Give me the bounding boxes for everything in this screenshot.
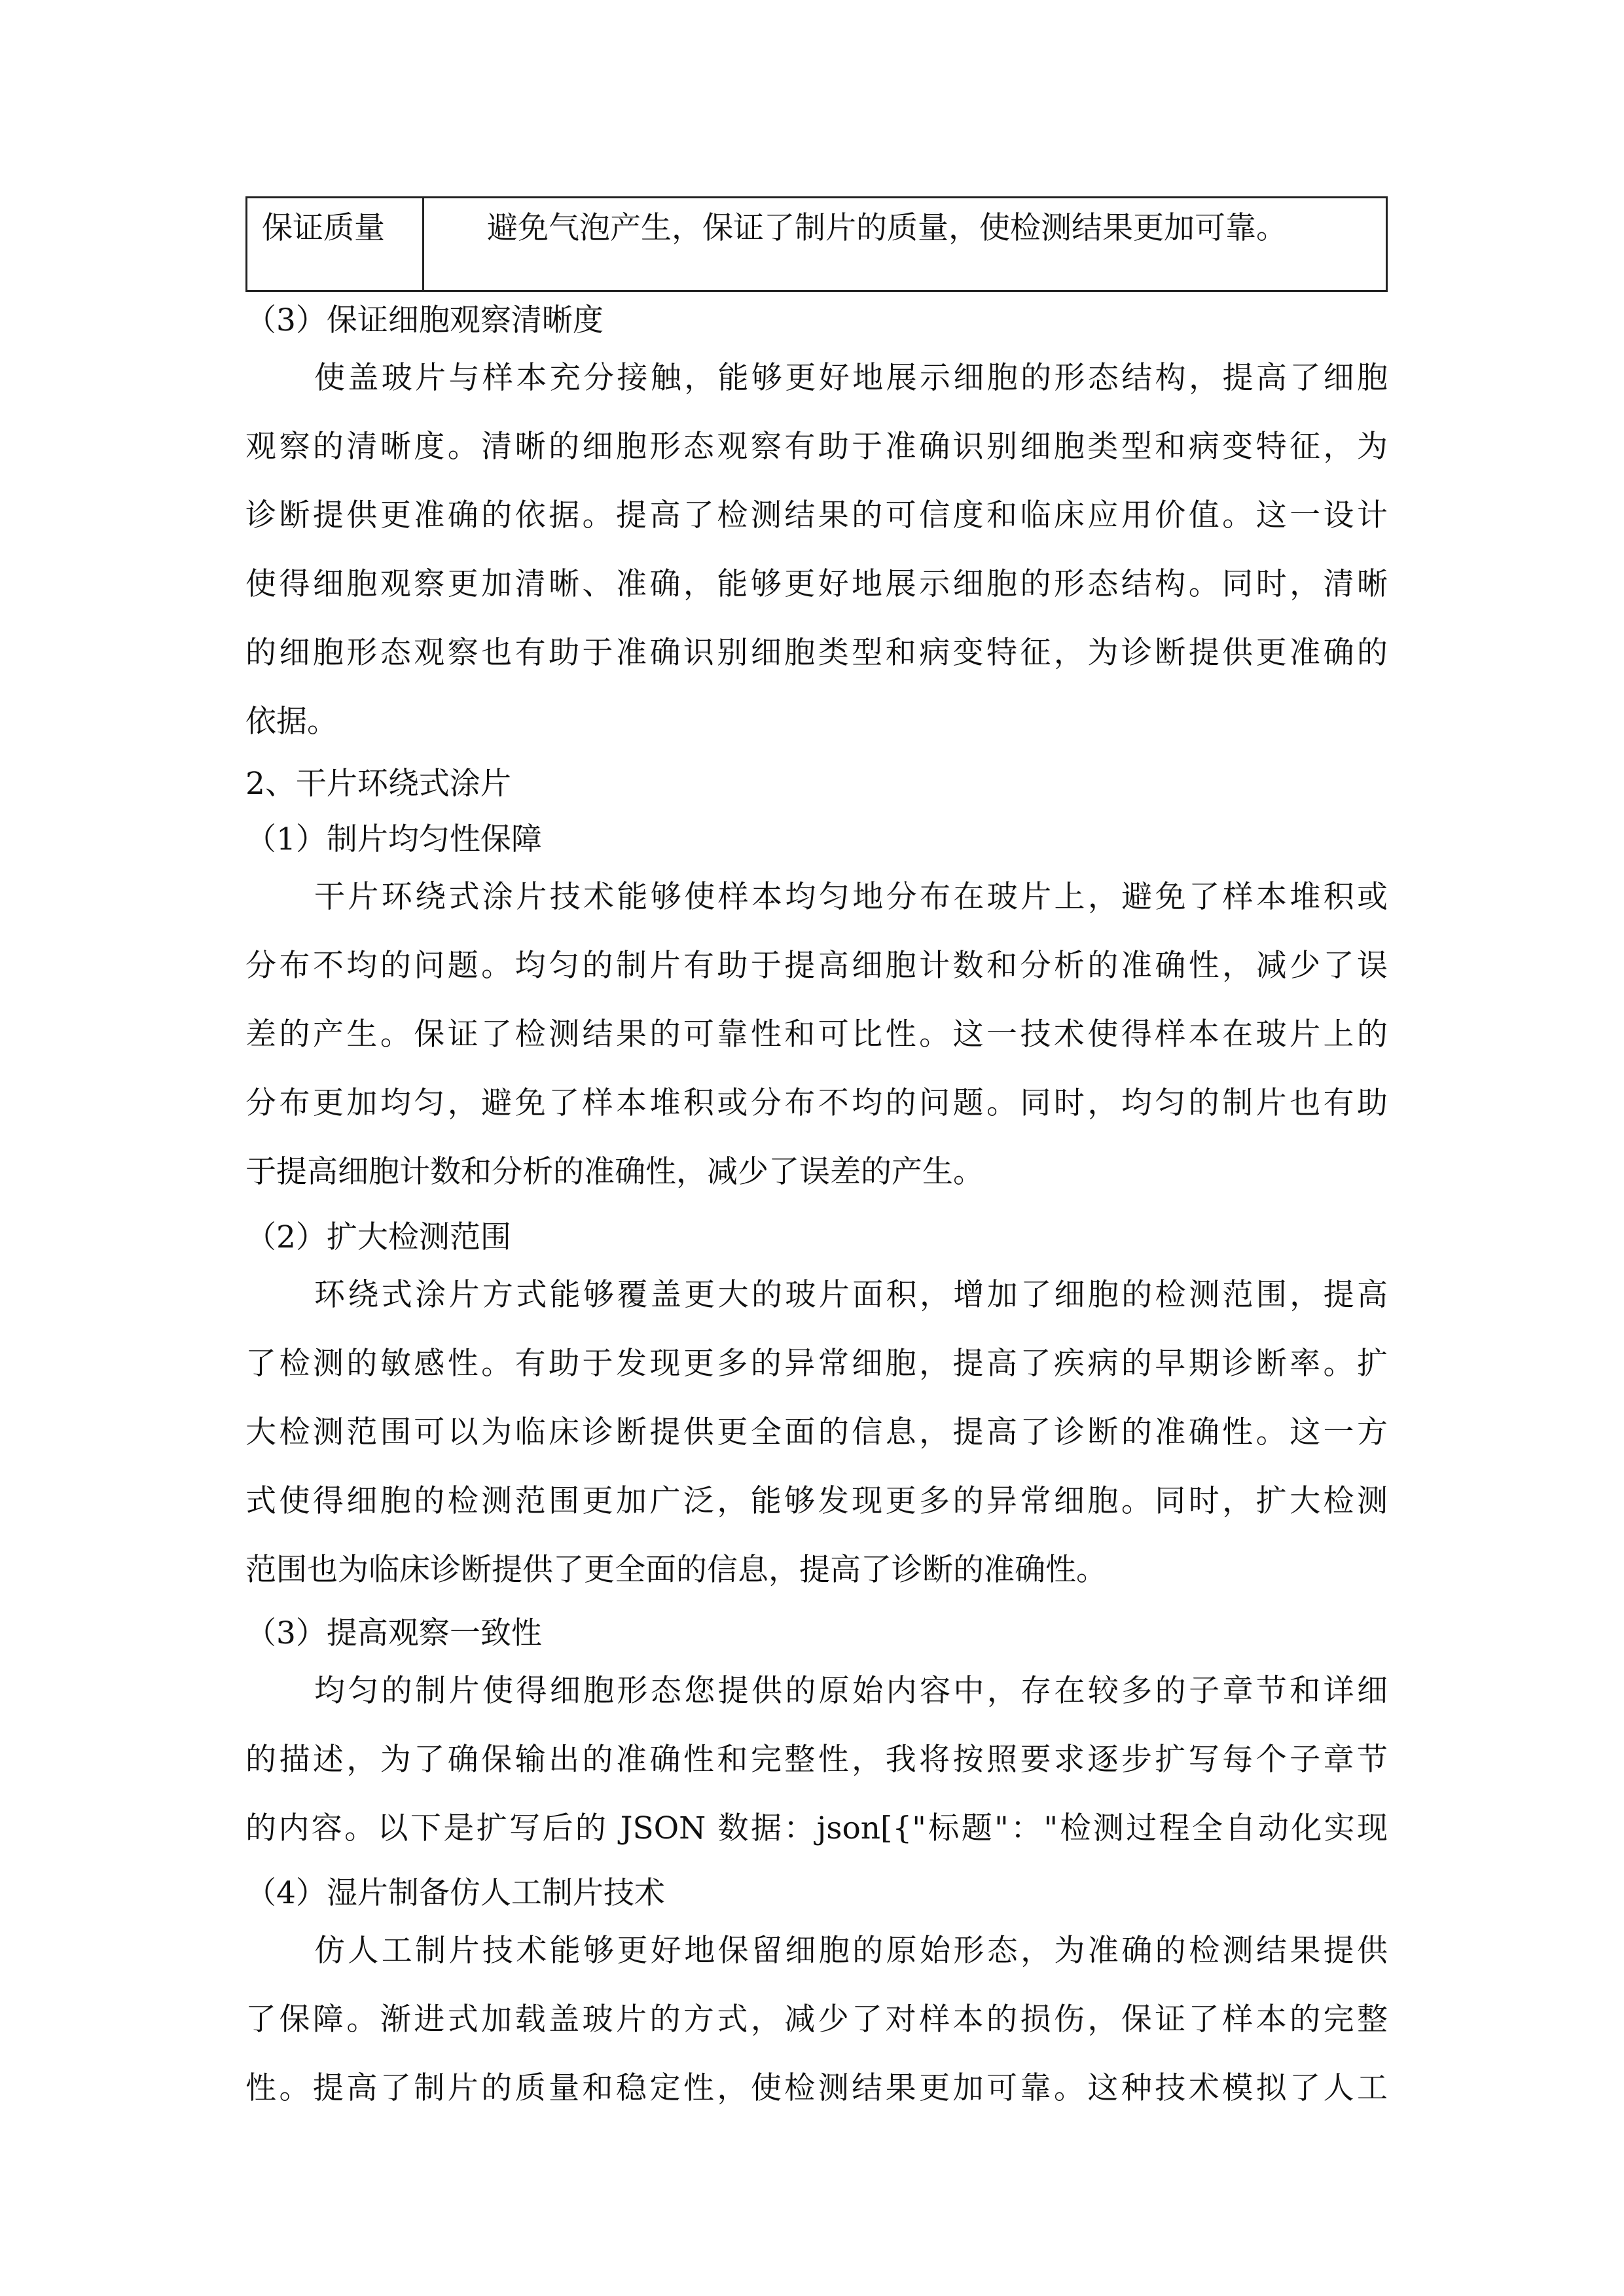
paragraph-line: 了保障。渐进式加载盖玻片的方式，减少了对样本的损伤，保证了样本的完整 xyxy=(245,2001,1388,2037)
section-heading: （2）扩大检测范围 xyxy=(245,1219,511,1255)
paragraph-line: 仿人工制片技术能够更好地保留细胞的原始形态，为准确的检测结果提供 xyxy=(314,1933,1388,1969)
paragraph-line: 观察的清晰度。清晰的细胞形态观察有助于准确识别细胞类型和病变特征，为 xyxy=(245,429,1388,465)
section-paragraph xyxy=(245,344,1388,756)
section-paragraph xyxy=(245,1657,1388,1863)
paragraph-line: 性。提高了制片的质量和稳定性，使检测结果更加可靠。这种技术模拟了人工 xyxy=(245,2070,1388,2106)
quality-table xyxy=(245,196,1388,292)
section-heading: （3）提高观察一致性 xyxy=(245,1615,542,1651)
paragraph-line: 均匀的制片使得细胞形态您提供的原始内容中，存在较多的子章节和详细 xyxy=(314,1673,1388,1709)
section-paragraph xyxy=(245,863,1388,1206)
paragraph-line: 范围也为临床诊断提供了更全面的信息，提高了诊断的准确性。 xyxy=(245,1552,1107,1588)
section-heading: （4）湿片制备仿人工制片技术 xyxy=(245,1875,665,1911)
chapter-heading: 2、干片环绕式涂片 xyxy=(245,766,511,802)
paragraph-line: 使得细胞观察更加清晰、准确，能够更好地展示细胞的形态结构。同时，清晰 xyxy=(245,566,1388,602)
paragraph-line: 分布更加均匀，避免了样本堆积或分布不均的问题。同时，均匀的制片也有助 xyxy=(245,1085,1388,1121)
paragraph-line: 环绕式涂片方式能够覆盖更大的玻片面积，增加了细胞的检测范围，提高 xyxy=(314,1277,1388,1313)
table-row xyxy=(247,198,1387,291)
paragraph-line: 分布不均的问题。均匀的制片有助于提高细胞计数和分析的准确性，减少了误 xyxy=(245,948,1388,984)
section-paragraph xyxy=(245,1916,1388,2123)
section-paragraph xyxy=(245,1261,1388,1604)
paragraph-line: 的内容。以下是扩写后的 JSON 数据：json[{"标题"："检测过程全自动化实现 xyxy=(245,1810,1388,1846)
paragraph-line: 诊断提供更准确的依据。提高了检测结果的可信度和临床应用价值。这一设计 xyxy=(245,497,1388,533)
table-value-cell: 避免气泡产生，保证了制片的质量，使检测结果更加可靠。 xyxy=(424,198,1387,291)
table-label-cell: 保证质量 xyxy=(247,198,424,291)
paragraph-line: 了检测的敏感性。有助于发现更多的异常细胞，提高了疾病的早期诊断率。扩 xyxy=(245,1346,1388,1382)
paragraph-line: 依据。 xyxy=(245,704,338,740)
paragraph-line: 于提高细胞计数和分析的准确性，减少了误差的产生。 xyxy=(245,1154,984,1190)
paragraph-line: 大检测范围可以为临床诊断提供更全面的信息，提高了诊断的准确性。这一方 xyxy=(245,1414,1388,1450)
section-heading: （1）制片均匀性保障 xyxy=(245,821,542,857)
section-heading: （3）保证细胞观察清晰度 xyxy=(245,302,604,338)
paragraph-line: 式使得细胞的检测范围更加广泛，能够发现更多的异常细胞。同时，扩大检测 xyxy=(245,1483,1388,1519)
paragraph-line: 使盖玻片与样本充分接触，能够更好地展示细胞的形态结构，提高了细胞 xyxy=(314,360,1388,396)
paragraph-line: 干片环绕式涂片技术能够使样本均匀地分布在玻片上，避免了样本堆积或 xyxy=(314,879,1388,915)
paragraph-line: 差的产生。保证了检测结果的可靠性和可比性。这一技术使得样本在玻片上的 xyxy=(245,1016,1388,1052)
paragraph-line: 的描述，为了确保输出的准确性和完整性，我将按照要求逐步扩写每个子章节 xyxy=(245,1742,1388,1778)
paragraph-line: 的细胞形态观察也有助于准确识别细胞类型和病变特征，为诊断提供更准确的 xyxy=(245,635,1388,671)
